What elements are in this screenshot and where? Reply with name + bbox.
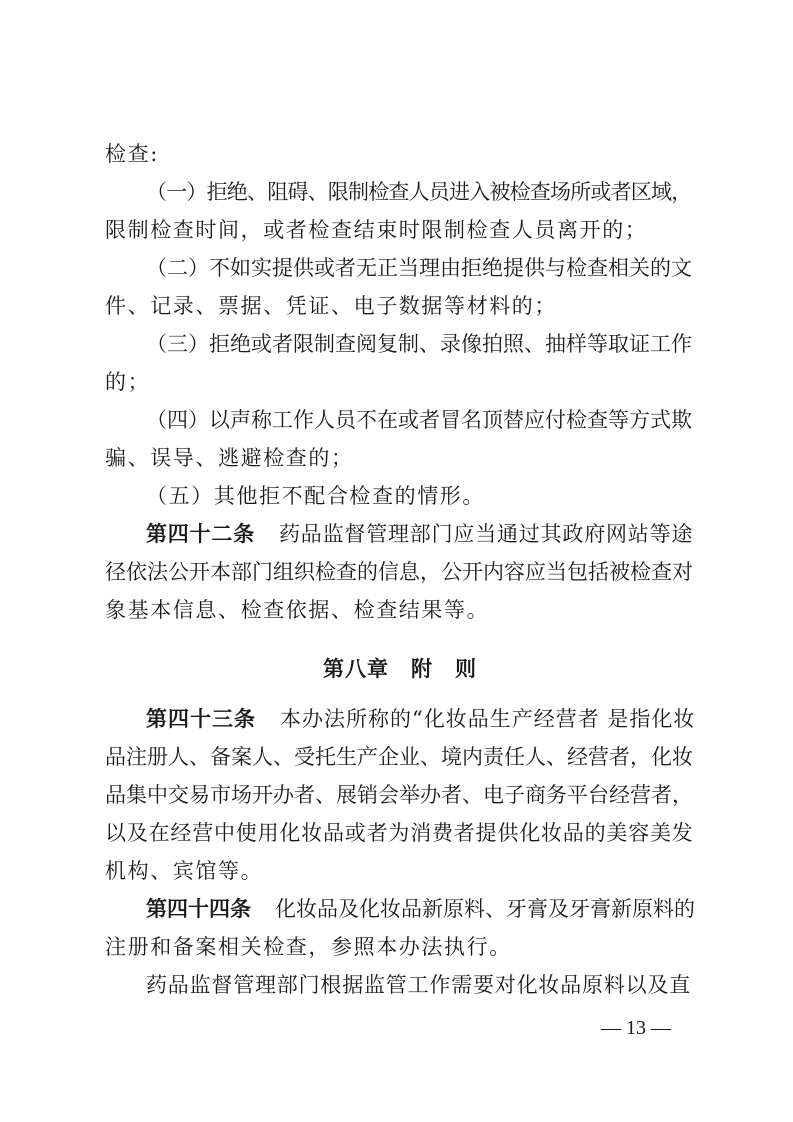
article-text: 药品监督管理部门应当通过其政府网站等途 <box>279 522 694 546</box>
chapter-title: 第八章 附 则 <box>323 656 477 681</box>
article-text: 化妆品及化妆品新原料、牙膏及牙膏新原料的 <box>275 897 695 921</box>
text-line: 品集中交易市场开办者、展销会举办者、电子商务平台经营者， <box>105 783 693 807</box>
text-line: 件、记录、票据、凭证、电子数据等材料的； <box>105 294 557 318</box>
list-item-2: （二）不如实提供或者无正当理由拒绝提供与检查相关的文 <box>146 256 692 280</box>
list-item-3: （三）拒绝或者限制查阅复制、录像拍照、抽样等取证工作 <box>146 332 692 356</box>
text-line: 骗、误导、逃避检查的； <box>105 446 354 470</box>
article-text: 本办法所称的“化妆品生产经营者 是指化妆 <box>280 707 696 731</box>
list-item-1: （一）拒绝、阻碍、限制检查人员进入被检查场所或者区域， <box>146 180 692 204</box>
article-44 <box>146 890 695 928</box>
list-item-5: （五）其他拒不配合检查的情形。 <box>146 484 485 508</box>
article-label: 第四十三条 <box>146 706 256 731</box>
article-label: 第四十四条 <box>146 896 251 921</box>
text-line: 限制检查时间，或者检查结束时限制检查人员离开的； <box>105 218 648 242</box>
article-label: 第四十二条 <box>146 521 255 546</box>
text-line: 径依法公开本部门组织检查的信息，公开内容应当包括被检查对 <box>105 560 693 584</box>
text-line: 品注册人、备案人、受托生产企业、境内责任人、经营者，化妆 <box>105 745 693 769</box>
article-42 <box>146 515 695 553</box>
text-line: 检查: <box>105 142 159 166</box>
text-line: 药品监督管理部门根据监管工作需要对化妆品原料以及直 <box>146 973 691 997</box>
article-43 <box>146 700 695 738</box>
page-number: — 13 — <box>601 1017 671 1039</box>
list-item-4: （四）以声称工作人员不在或者冒名顶替应付检查等方式欺 <box>146 408 692 432</box>
text-line: 以及在经营中使用化妆品或者为消费者提供化妆品的美容美发 <box>105 821 694 845</box>
text-line: 象基本信息、检查依据、检查结果等。 <box>105 598 490 622</box>
text-line: 的； <box>105 370 151 394</box>
text-line: 注册和备案相关检查，参照本办法执行。 <box>105 935 512 959</box>
text-line: 机构、宾馆等。 <box>105 859 264 883</box>
